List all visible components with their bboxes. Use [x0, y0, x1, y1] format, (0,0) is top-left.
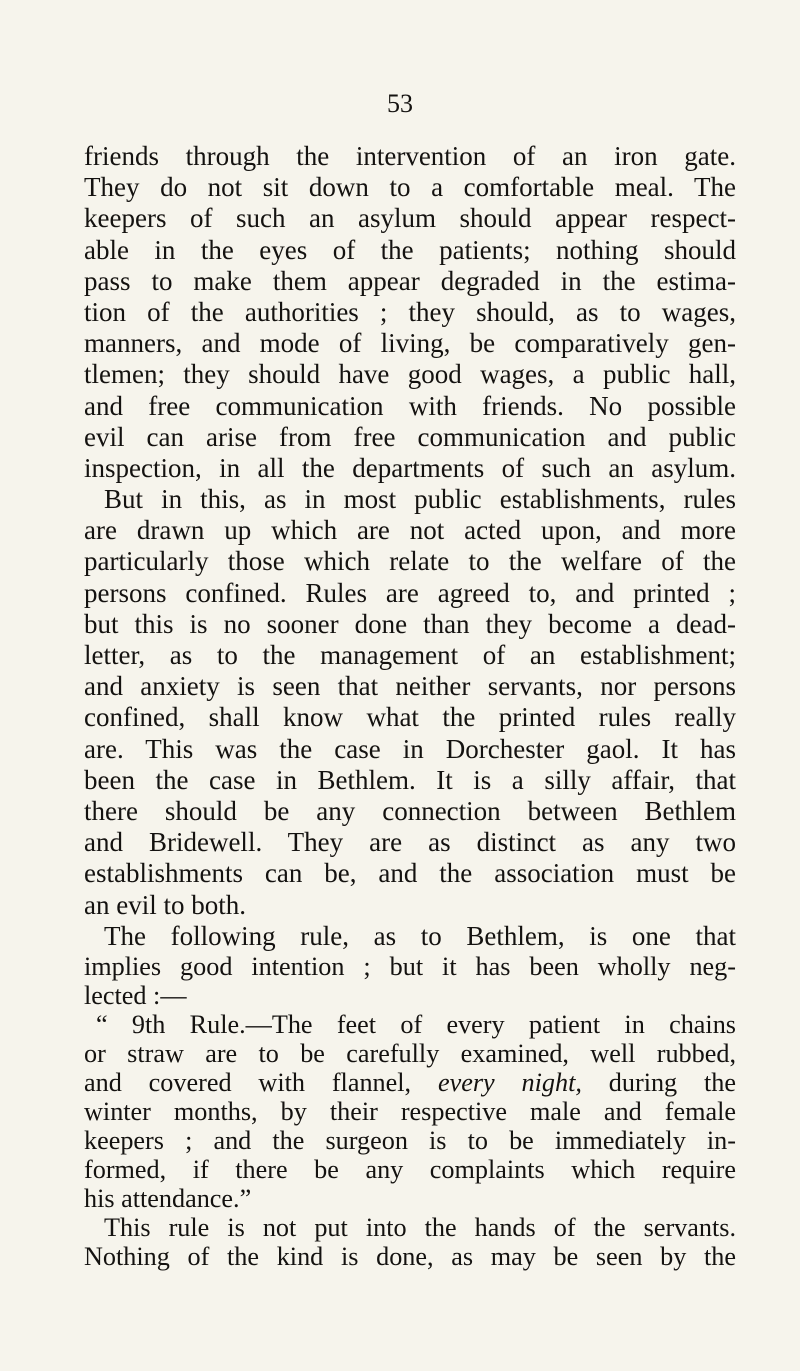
- text-line: particularly those which relate to the welfare of the: [84, 546, 736, 577]
- text-line: and anxiety is seen that neither servants, nor persons: [84, 671, 736, 702]
- text-line: evil can arise from free communication and public: [84, 421, 736, 452]
- text-line: Nothing of the kind is done, as may be seen by the: [84, 1241, 736, 1271]
- italic-phrase: every night,: [437, 1067, 582, 1097]
- text-line: letter, as to the management of an establishment;: [84, 640, 736, 670]
- text-line: pass to make them appear degraded in the estima-: [84, 265, 736, 296]
- text-line: friends through the intervention of an iron gate.: [84, 141, 736, 171]
- quote-line: formed, if there be any complaints which require: [84, 1154, 736, 1184]
- italic-line-after: during the: [608, 1067, 737, 1097]
- quote-line: keepers ; and the surgeon is to be immediately in-: [84, 1125, 736, 1155]
- text-line: lected :—: [84, 980, 187, 1010]
- text-line: are drawn up which are not acted upon, and more: [84, 515, 736, 546]
- page-number: 53: [387, 89, 413, 118]
- text-line: and free communication with friends. No possible: [84, 390, 736, 421]
- text-line: keepers of such an asylum should appear respect-: [84, 203, 736, 234]
- text-line: They do not sit down to a comfortable meal. The: [84, 172, 736, 203]
- text-line: there should be any connection between Bethlem: [84, 795, 736, 826]
- quote-line: his attendance.”: [84, 1183, 252, 1213]
- quote-line: winter months, by their respective male and female: [84, 1096, 736, 1126]
- text-line: But in this, as in most public establishments, rules: [104, 484, 736, 515]
- text-line: but this is no sooner done than they become a dead-: [84, 608, 736, 639]
- italic-line-before: and covered with flannel,: [84, 1067, 412, 1097]
- text-line: implies good intention ; but it has been wholly neg-: [84, 951, 736, 981]
- text-line: are. This was the case in Dorchester gaol. It has: [84, 733, 736, 764]
- text-line: persons confined. Rules are agreed to, and printed ;: [84, 577, 736, 608]
- text-line: and Bridewell. They are as distinct as any two: [84, 827, 736, 858]
- quote-line: “ 9th Rule.—The feet of every patient in chains: [96, 1009, 736, 1039]
- body-text: [84, 141, 736, 1271]
- text-line: inspection, in all the departments of such an asylum.: [84, 452, 736, 483]
- text-line: tion of the authorities ; they should, as to wages,: [84, 296, 736, 327]
- text-line: an evil to both.: [84, 889, 246, 920]
- text-line: confined, shall know what the printed rules really: [84, 702, 736, 733]
- quote-line: or straw are to be carefully examined, well rubbed,: [84, 1038, 736, 1068]
- quote-line-italic: [84, 1068, 736, 1097]
- text-line: been the case in Bethlem. It is a silly affair, that: [84, 764, 736, 795]
- text-line: able in the eyes of the patients; nothing should: [84, 234, 736, 265]
- text-line: tlemen; they should have good wages, a public hall,: [84, 359, 736, 390]
- text-line: The following rule, as to Bethlem, is one that: [104, 920, 736, 951]
- text-line: establishments can be, and the association must be: [84, 858, 736, 889]
- text-line: manners, and mode of living, be comparatively gen-: [84, 328, 736, 359]
- text-line: This rule is not put into the hands of the servants.: [104, 1212, 736, 1242]
